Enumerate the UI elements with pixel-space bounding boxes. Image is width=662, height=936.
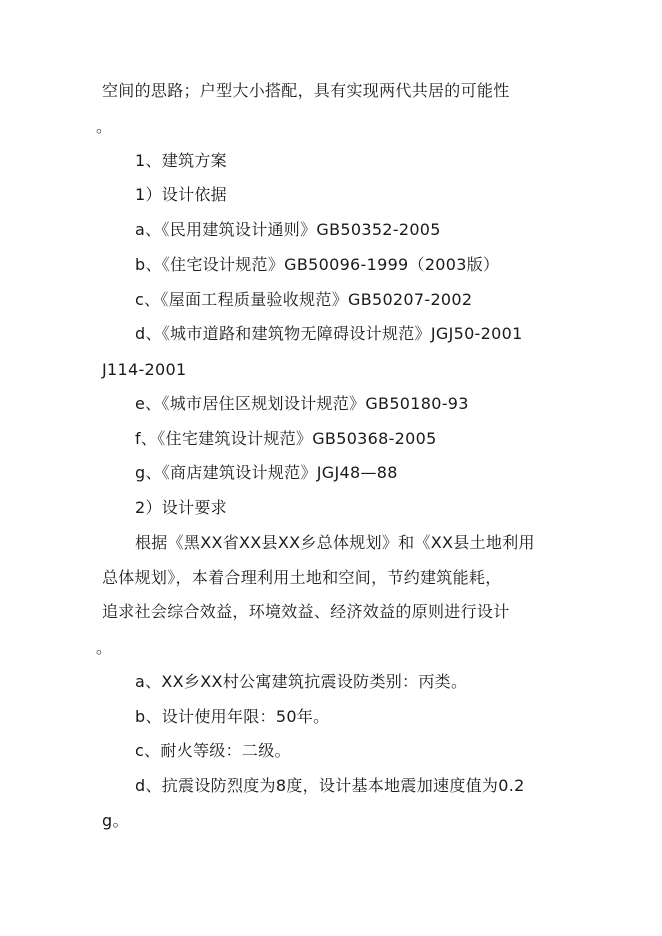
paragraph-line: 根据《黑XX省XX县XX乡总体规划》和《XX县土地利用 <box>135 533 535 552</box>
list-item: b、《住宅设计规范》GB50096-1999（2003版） <box>135 255 500 274</box>
list-item-continuation: g。 <box>102 811 129 830</box>
list-item: f、《住宅建筑设计规范》GB50368-2005 <box>135 429 437 448</box>
text-line: 空间的思路；户型大小搭配，具有实现两代共居的可能性 <box>102 81 510 100</box>
list-item: e、《城市居住区规划设计规范》GB50180-93 <box>135 394 469 413</box>
list-item: d、抗震设防烈度为8度，设计基本地震加速度值为0.2 <box>135 776 525 795</box>
paragraph-line: 。 <box>96 638 113 657</box>
list-item-continuation: J114-2001 <box>102 360 187 379</box>
subsection-heading: 1）设计依据 <box>135 185 227 204</box>
list-item: a、《民用建筑设计通则》GB50352-2005 <box>135 220 441 239</box>
list-item: c、耐火等级：二级。 <box>135 741 291 760</box>
list-item: d、《城市道路和建筑物无障碍设计规范》JGJ50-2001 <box>135 324 523 343</box>
paragraph-line: 追求社会综合效益，环境效益、经济效益的原则进行设计 <box>102 602 510 621</box>
list-item: b、设计使用年限：50年。 <box>135 707 330 726</box>
list-item: c、《屋面工程质量验收规范》GB50207-2002 <box>135 290 473 309</box>
list-item: g、《商店建筑设计规范》JGJ48—88 <box>135 463 398 482</box>
subsection-heading: 2）设计要求 <box>135 498 227 517</box>
list-item: a、XX乡XX村公寓建筑抗震设防类别：丙类。 <box>135 672 468 691</box>
paragraph-line: 总体规划》，本着合理利用土地和空间，节约建筑能耗， <box>102 568 502 587</box>
text-line: 。 <box>96 117 113 136</box>
section-heading: 1、建筑方案 <box>135 151 227 170</box>
